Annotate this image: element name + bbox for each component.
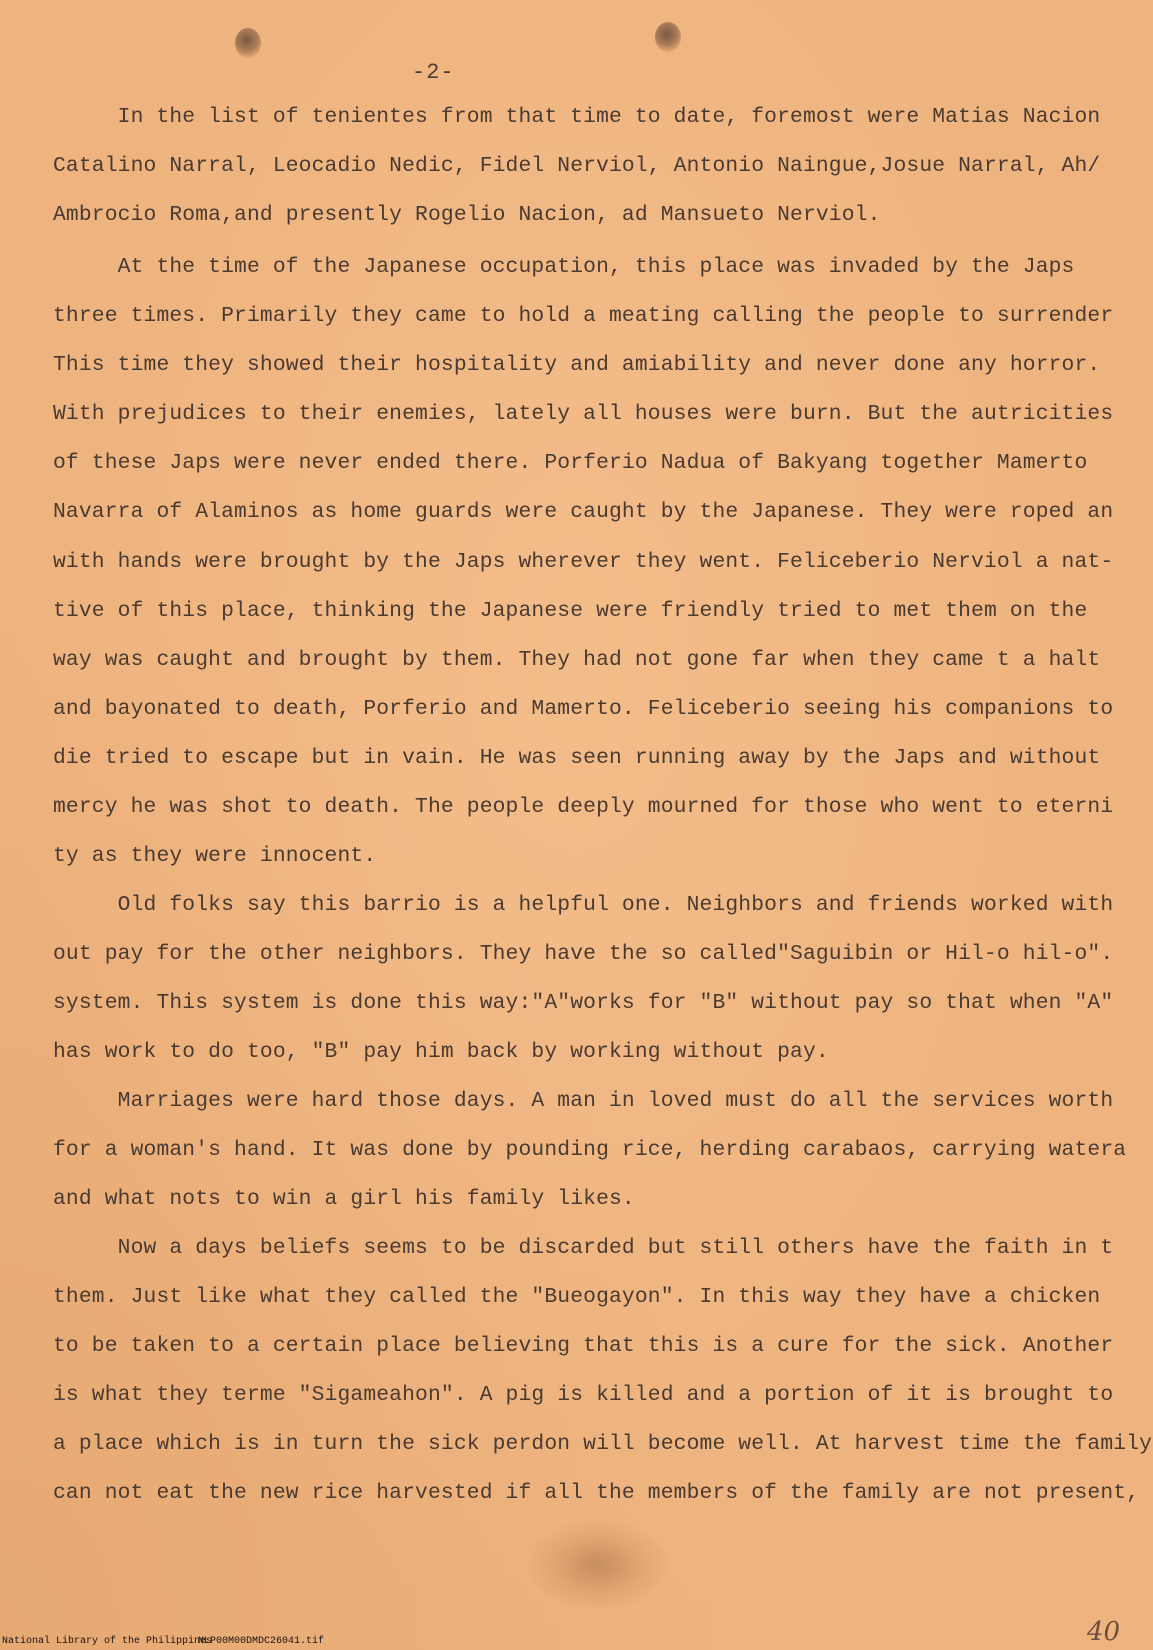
text-line-13: and bayonated to death, Porferio and Mamerto. Feliceberio seeing his companions to (53, 697, 1114, 721)
punch-hole-left (235, 28, 261, 58)
text-line-25: them. Just like what they called the "Bueogayon". In this way they have a chicken (53, 1285, 1101, 1309)
text-line-8: of these Japs were never ended there. Porferio Nadua of Bakyang together Mamerto (53, 451, 1088, 475)
text-line-21: Marriages were hard those days. A man in loved must do all the services worth (53, 1089, 1114, 1113)
text-line-29: can not eat the new rice harvested if all the members of the family are not present, (53, 1481, 1140, 1505)
text-line-10: with hands were brought by the Japs wherever they went. Feliceberio Nerviol a nat- (53, 550, 1114, 574)
text-line-9: Navarra of Alaminos as home guards were caught by the Japanese. They were roped an (53, 500, 1114, 524)
text-line-2: Catalino Narral, Leocadio Nedic, Fidel Nerviol, Antonio Naingue,Josue Narral, Ah/ (53, 154, 1101, 178)
text-line-19: system. This system is done this way:"A"works for "B" without pay so that when "A" (53, 991, 1114, 1015)
text-line-12: way was caught and brought by them. They had not gone far when they came t a halt (53, 648, 1101, 672)
water-stain (528, 1520, 668, 1610)
text-line-7: With prejudices to their enemies, lately all houses were burn. But the autricities (53, 402, 1114, 426)
text-line-20: has work to do too, "B" pay him back by working without pay. (53, 1040, 829, 1064)
text-line-15: mercy he was shot to death. The people deeply mourned for those who went to eterni (53, 795, 1114, 819)
text-line-4: At the time of the Japanese occupation, this place was invaded by the Japs (53, 255, 1075, 279)
footer-filename: NLP00M00DMDC26041.tif (198, 1636, 325, 1647)
text-line-3: Ambrocio Roma,and presently Rogelio Nacion, ad Mansueto Nerviol. (53, 203, 881, 227)
handwritten-folio-number: 40 (1087, 1617, 1121, 1647)
scan-footer (0, 1630, 1153, 1650)
text-line-6: This time they showed their hospitality and amiability and never done any horror. (53, 353, 1101, 377)
page-number: -2- (412, 60, 455, 85)
text-line-18: out pay for the other neighbors. They have the so called"Saguibin or Hil-o hil-o". (53, 942, 1114, 966)
text-line-17: Old folks say this barrio is a helpful one. Neighbors and friends worked with (53, 893, 1114, 917)
text-line-14: die tried to escape but in vain. He was seen running away by the Japs and without (53, 746, 1101, 770)
text-line-5: three times. Primarily they came to hold a meating calling the people to surrender (53, 304, 1114, 328)
text-line-11: tive of this place, thinking the Japanese were friendly tried to met them on the (53, 599, 1088, 623)
footer-institution: National Library of the Philippines (2, 1636, 213, 1647)
text-line-27: is what they terme "Sigameahon". A pig is killed and a portion of it is brought to (53, 1383, 1114, 1407)
text-line-16: ty as they were innocent. (53, 844, 377, 868)
text-line-22: for a woman's hand. It was done by pounding rice, herding carabaos, carrying watera (53, 1138, 1127, 1162)
text-line-28: a place which is in turn the sick perdon will become well. At harvest time the family (53, 1432, 1153, 1456)
punch-hole-right (655, 22, 681, 52)
text-line-26: to be taken to a certain place believing that this is a cure for the sick. Another (53, 1334, 1114, 1358)
text-line-23: and what nots to win a girl his family likes. (53, 1187, 635, 1211)
text-line-1: In the list of tenientes from that time to date, foremost were Matias Nacion (53, 105, 1101, 129)
text-line-24: Now a days beliefs seems to be discarded but still others have the faith in t (53, 1236, 1114, 1260)
